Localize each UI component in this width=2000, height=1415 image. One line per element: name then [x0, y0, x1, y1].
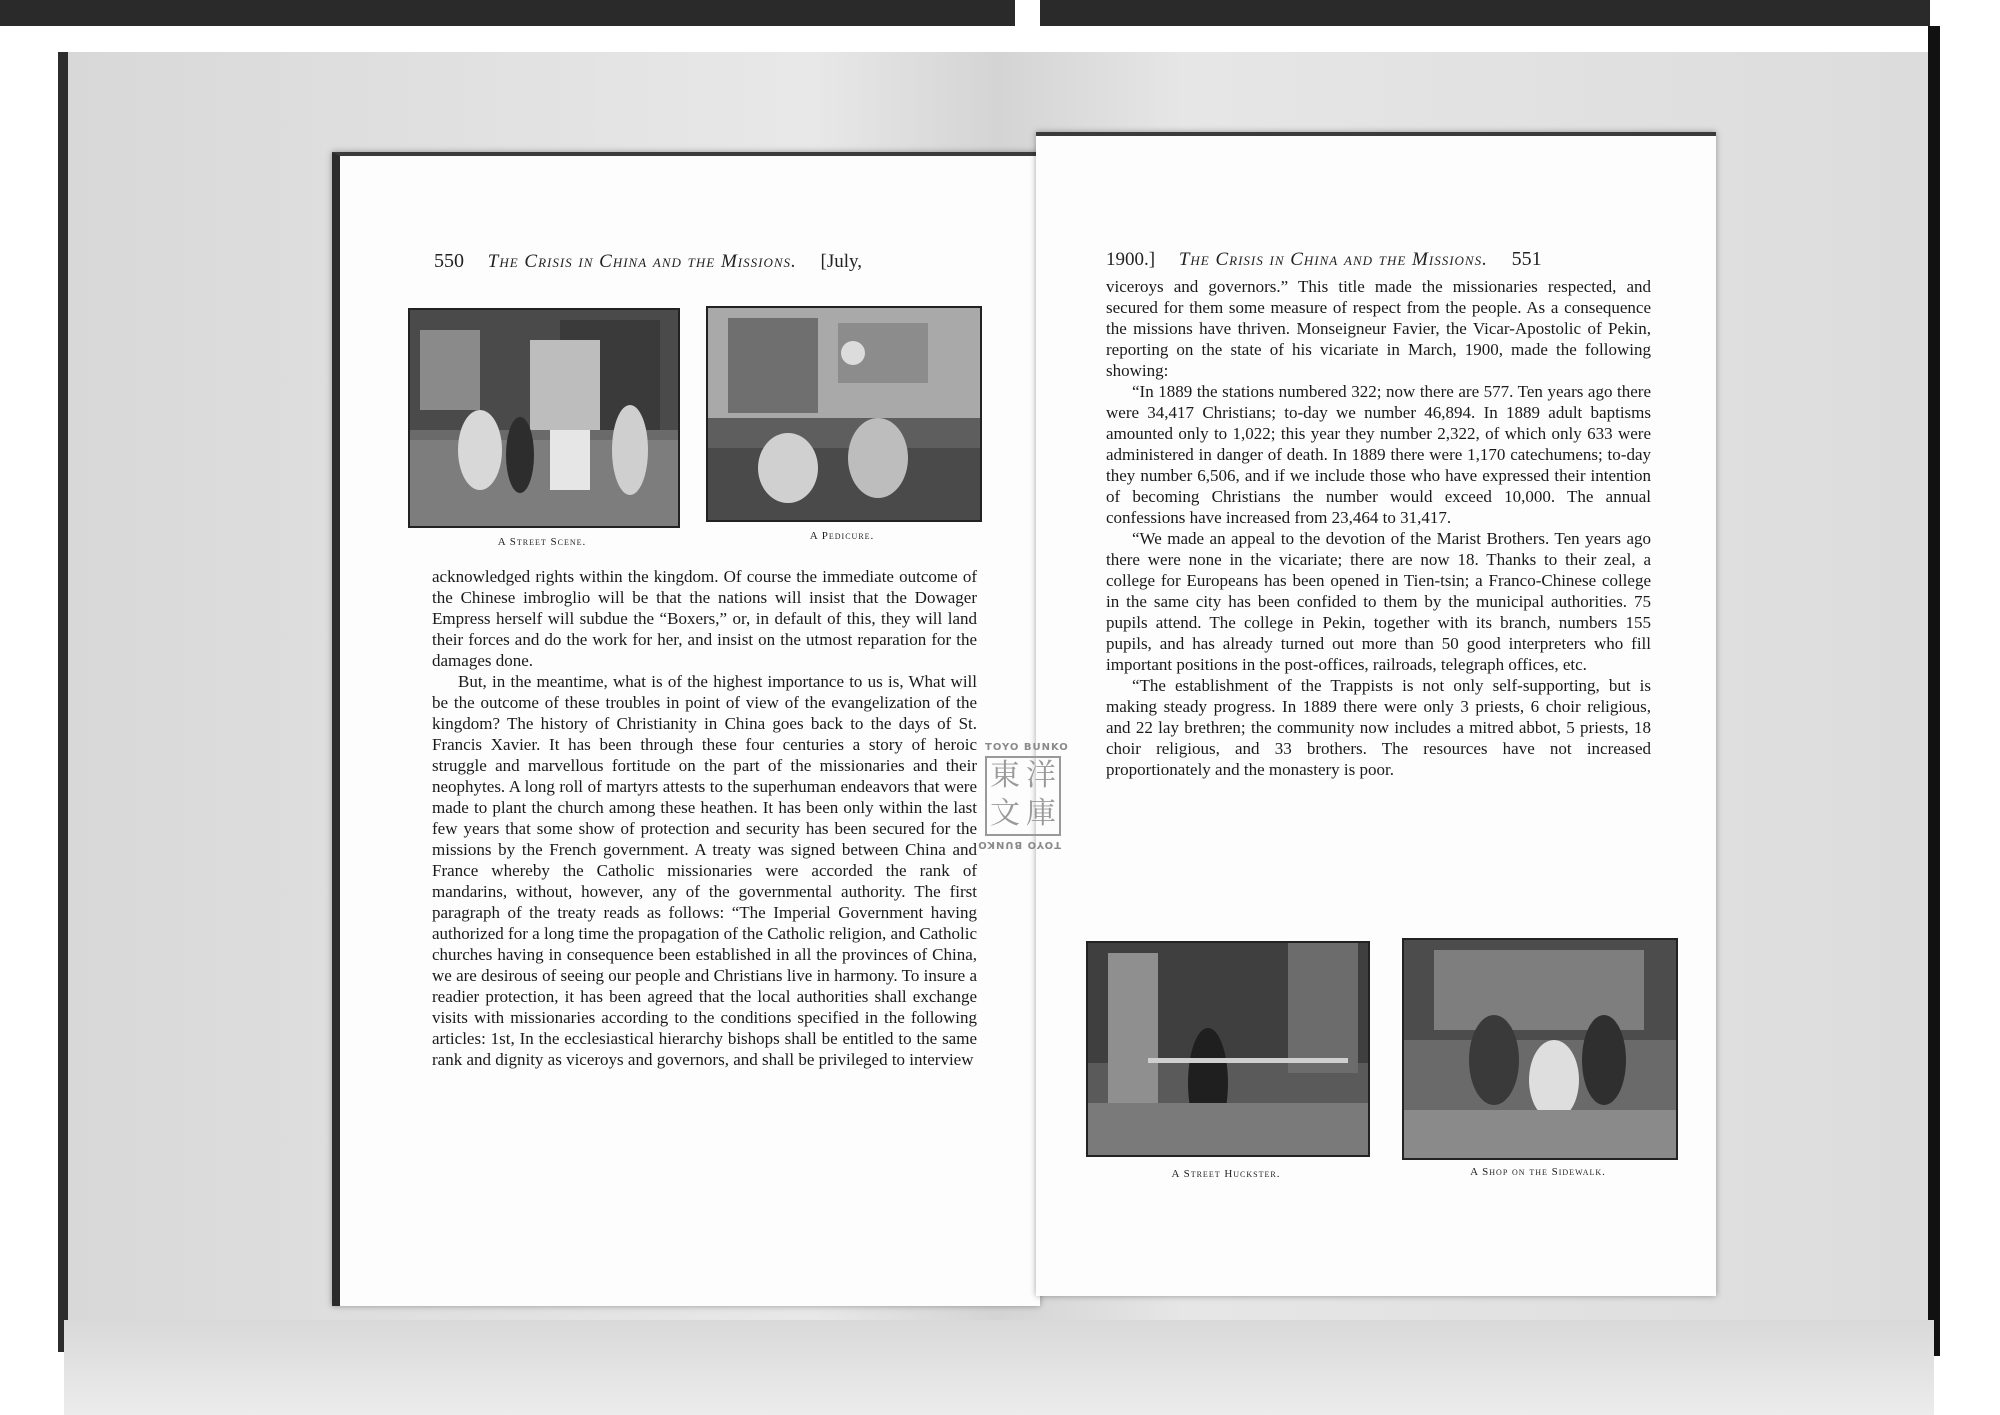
left-page: [332, 152, 1040, 1306]
photo-street-huckster: [1086, 941, 1370, 1157]
scan-top-edge-right: [1040, 0, 1930, 26]
photo-street-scene: [408, 308, 680, 528]
caption-pedicure: A Pedicure.: [809, 530, 875, 542]
right-body-text: [1106, 276, 1651, 780]
book-edge-right: [1928, 26, 1940, 1356]
left-running-header: [434, 250, 862, 273]
photo-pedicure: [706, 306, 982, 522]
stamp-glyph: 庫: [1026, 797, 1056, 830]
left-page-number: 550: [434, 250, 464, 272]
left-running-title: The Crisis in China and the Missions.: [487, 251, 797, 272]
stamp-top-text: TOYO BUNKO: [985, 742, 1069, 753]
caption-street-huckster: A Street Huckster.: [1171, 1168, 1281, 1180]
right-date-marker: 1900.]: [1106, 249, 1156, 270]
right-page-number: 551: [1511, 248, 1542, 270]
book-edge-left: [58, 52, 68, 1352]
stamp-glyph: 東: [990, 759, 1020, 792]
right-paragraph: “The establishment of the Trappists is not only self-supporting, but is making steady progress. In 1889 there were only 3 priests, 6 choir religious, and 22 lay brethren; the community now includes a mitred abbot, 5 priests, 18 choir religious, and 33 brothers. The resources have not increased proportionately and the monastery is poor.: [1106, 676, 1651, 779]
right-page: [1036, 132, 1716, 1296]
right-running-title: The Crisis in China and the Missions.: [1178, 249, 1488, 270]
left-paragraph: acknowledged rights within the kingdom. Of course the immediate outcome of the Chinese imbroglio will be that the nations will insist that the Dowager Empress herself will subdue the “Boxers,” or, in default of this, they will land their forces and do the work for her, and insist on the utmost reparation for the damages done.: [432, 567, 977, 670]
left-body-text: [432, 566, 977, 1070]
left-date-marker: [July,: [820, 251, 863, 272]
left-paragraph: But, in the meantime, what is of the highest importance to us is, What will be the outcome of these troubles in point of view of the evangelization of the kingdom? The history of Christianity in China goes back to the days of St. Francis Xavier. It has been through these four centuries a story of heroic struggle and marvellous fortitude on the part of the missionaries and their neophytes. A long roll of martyrs attests to the superhuman endeavors that were made to plant the church among these heathen. It has been only within the last few years that some show of protection and security has been secured for the missions by the French government. A treaty was signed between China and France whereby the Catholic missionaries were accorded the rank of mandarins, without, however, any of the governmental authority. The first paragraph of the treaty reads as follows: “The Imperial Government having authorized for a long time the propagation of the Catholic religion, and Catholic churches having in consequence been established in all the provinces of China, we are desirous of seeing our people and Christians live in harmony. To insure a readier protection, it has been agreed that the local authorities shall exchange visits with missionaries according to the conditions specified in the following articles: 1st, In the ecclesiastical hierarchy bishops shall be entitled to the same rank and dignity as viceroys and governors, and shall be privileged to interview: [432, 672, 977, 1069]
right-paragraph: “In 1889 the stations numbered 322; now there are 577. Ten years ago there were 34,417 Christians; to-day we number 46,894. In 1889 adult baptisms amounted only to 1,022; this year they number 2,322, of which only 633 were administered in danger of death. In 1889 there were 1,170 catechumens; to-day they number 6,506, and if we include those who have expressed their intention of becoming Christians the number would exceed 10,000. The annual confessions have increased from 23,464 to 31,417.: [1106, 382, 1651, 527]
caption-street-scene: A Street Scene.: [497, 536, 587, 548]
photo-shop-on-sidewalk: [1402, 938, 1678, 1160]
stamp-seal: [985, 756, 1061, 836]
caption-shop-on-sidewalk: A Shop on the Sidewalk.: [1470, 1166, 1606, 1178]
right-paragraph: “We made an appeal to the devotion of the Marist Brothers. Ten years ago there were none in the vicariate; there are now 18. Thanks to their zeal, a college for Europeans has been opened in Tien-tsin; a Franco-Chinese college in the same city has been confided to them by the municipal authorities. 75 pupils attend. The college in Pekin, together with its branch, numbers 155 pupils, and has already turned out more than 50 good interpreters who fill important positions in the post-offices, railroads, telegraph offices, etc.: [1106, 529, 1651, 674]
scan-bottom-shadow: [64, 1320, 1934, 1415]
right-paragraph: viceroys and governors.” This title made the missionaries respected, and secured for them some measure of respect from the people. As a consequence the missions have thriven. Monseigneur Favier, the Vicar-Apostolic of Pekin, reporting on the state of his vicariate in March, 1900, made the following showing:: [1106, 277, 1651, 380]
scan-top-edge-left: [0, 0, 1015, 26]
stamp-bottom-text: TOYO BUNKO: [977, 839, 1061, 850]
stamp-glyph: 洋: [1026, 759, 1056, 792]
right-running-header: [1106, 248, 1542, 271]
stamp-glyph: 文: [990, 797, 1020, 830]
library-stamp: [977, 742, 1069, 862]
